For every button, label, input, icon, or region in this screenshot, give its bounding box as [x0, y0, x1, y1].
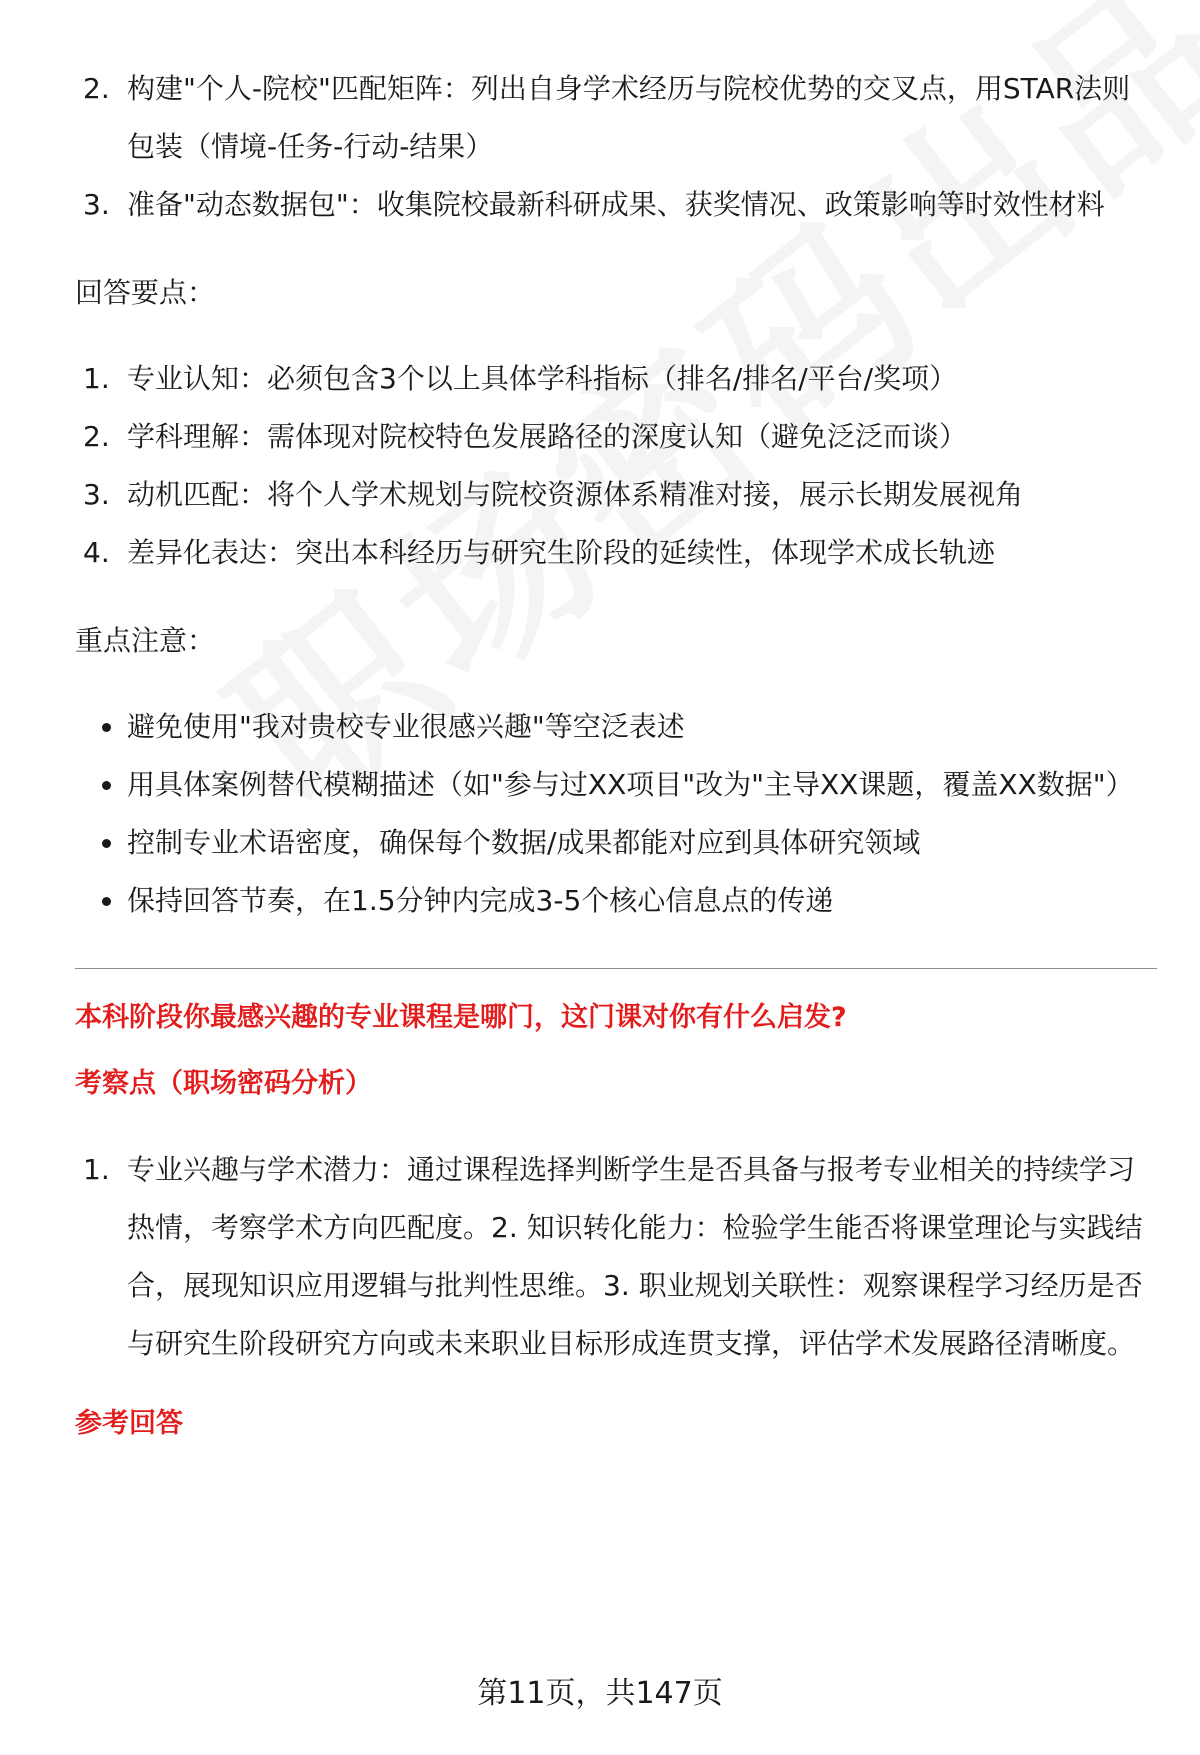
list-item — [75, 466, 1155, 524]
bullet-item-text: 用具体案例替代模糊描述（如"参与过XX项目"改为"主导XX课题，覆盖XX数据"） — [127, 768, 1134, 801]
bullet-icon — [102, 897, 111, 906]
page-footer: 第11页，共147页 — [477, 1676, 723, 1711]
bullet-item-text: 保持回答节奏，在1.5分钟内完成3-5个核心信息点的传递 — [127, 884, 834, 917]
list-number: 1. — [83, 1153, 110, 1186]
bullet-item — [75, 698, 1155, 756]
answer-points-list — [75, 350, 1155, 582]
exam-points-list — [75, 1141, 1155, 1373]
list-number: 1. — [83, 362, 110, 395]
bullet-item-text: 控制专业术语密度，确保每个数据/成果都能对应到具体研究领域 — [127, 826, 921, 859]
list-number: 2. — [83, 420, 110, 453]
list-number: 3. — [83, 188, 110, 221]
bullet-item — [75, 756, 1155, 814]
exam-points-title: 考察点（职场密码分析） — [75, 1068, 372, 1099]
list-item-text: 差异化表达：突出本科经历与研究生阶段的延续性，体现学术成长轨迹 — [127, 536, 996, 569]
answer-points-title: 回答要点： — [75, 276, 216, 309]
section-divider — [75, 968, 1157, 969]
list-item — [75, 408, 1155, 466]
list-number: 2. — [83, 72, 110, 105]
bullet-item — [75, 872, 1155, 930]
notes-list — [75, 698, 1155, 930]
list-item-text: 准备"动态数据包"：收集院校最新科研成果、获奖情况、政策影响等时效性材料 — [127, 188, 1105, 221]
list-item — [75, 524, 1155, 582]
list-item-text: 学科理解：需体现对院校特色发展路径的深度认知（避免泛泛而谈） — [127, 420, 968, 453]
bullet-icon — [102, 781, 111, 790]
list-item-text: 构建"个人-院校"匹配矩阵：列出自身学术经历与院校优势的交叉点，用STAR法则包装（情境-任务-行动-结果） — [127, 72, 1131, 163]
list-number: 3. — [83, 478, 110, 511]
bullet-icon — [102, 723, 111, 732]
list-item — [75, 60, 1155, 176]
bullet-item — [75, 814, 1155, 872]
question-heading: 本科阶段你最感兴趣的专业课程是哪门，这门课对你有什么启发? — [75, 1002, 847, 1033]
list-number: 4. — [83, 536, 110, 569]
reference-answer-title: 参考回答 — [75, 1408, 183, 1439]
top-ordered-list — [75, 60, 1155, 234]
bullet-item-text: 避免使用"我对贵校专业很感兴趣"等空泛表述 — [127, 710, 685, 743]
bullet-icon — [102, 839, 111, 848]
list-item — [75, 1141, 1155, 1373]
list-item-text: 专业认知：必须包含3个以上具体学科指标（排名/排名/平台/奖项） — [127, 362, 958, 395]
list-item — [75, 350, 1155, 408]
list-item — [75, 176, 1155, 234]
page-content — [75, 60, 1155, 1453]
notes-title: 重点注意： — [75, 624, 216, 657]
list-item-text: 动机匹配：将个人学术规划与院校资源体系精准对接，展示长期发展视角 — [127, 478, 1024, 511]
list-item-text: 专业兴趣与学术潜力：通过课程选择判断学生是否具备与报考专业相关的持续学习热情，考察学术方向匹配度。2. 知识转化能力：检验学生能否将课堂理论与实践结合，展现知识应用逻辑与批判性思维。3. 职业规划关联性：观察课程学习经历是否与研究生阶段研究方向或未来职业目标形成连贯支撑，评估学术发展路径清晰度。 — [127, 1153, 1143, 1360]
